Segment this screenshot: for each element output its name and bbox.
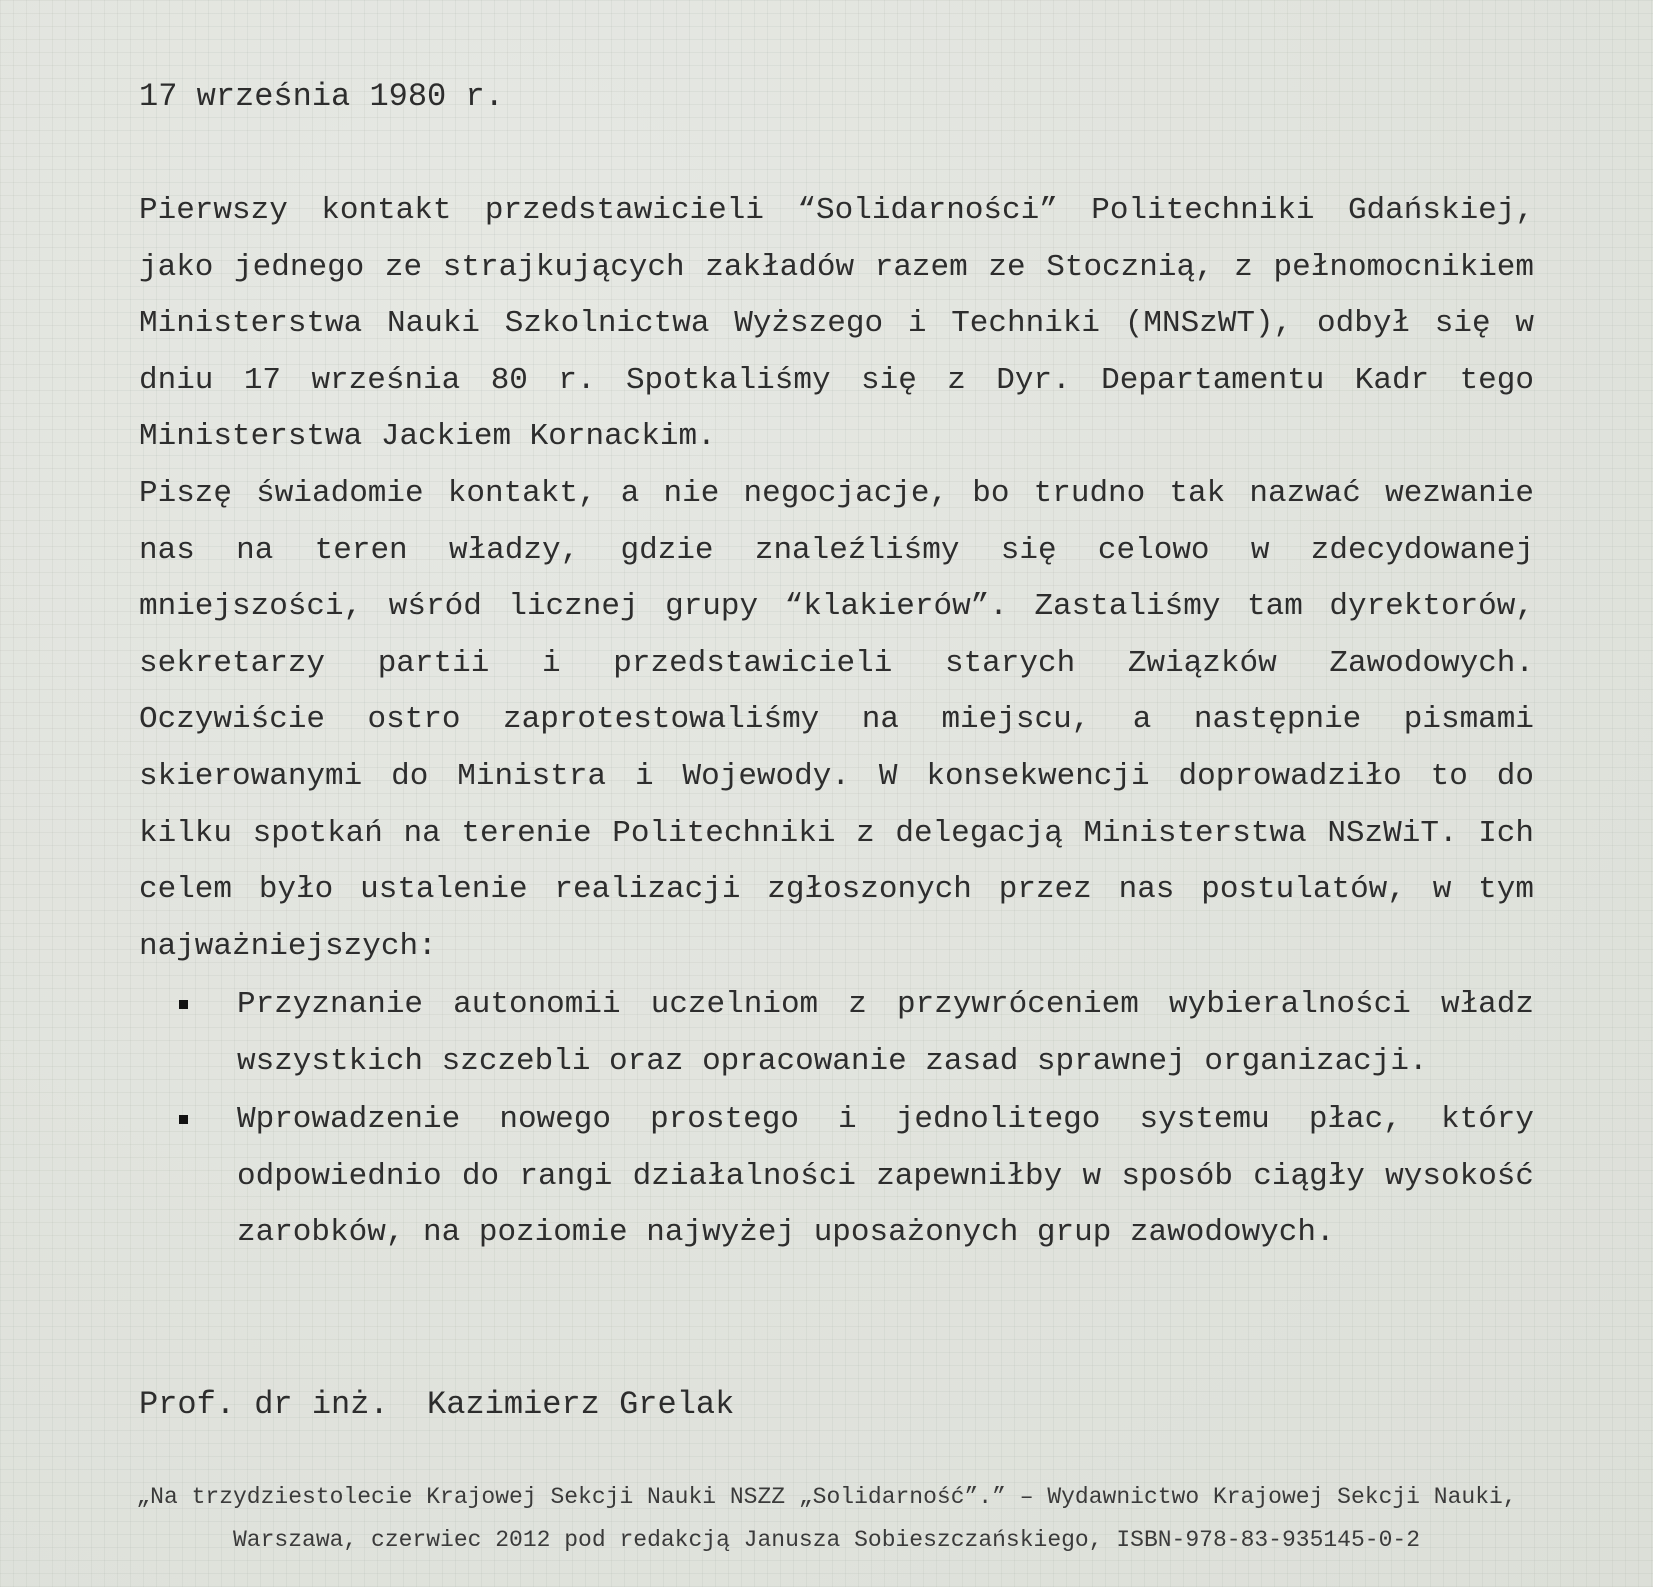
list-item [139,977,1534,1090]
square-bullet-icon [179,1000,188,1009]
list-item [139,1092,1534,1262]
publication-footer [0,1476,1653,1562]
footer-line-2: Warszawa, czerwiec 2012 pod redakcją Janusza Sobieszczańskiego, ISBN-978-83-935145-0-2 [233,1527,1420,1553]
square-bullet-icon [179,1115,188,1124]
footer-line-1: „Na trzydziestolecie Krajowej Sekcji Nauki NSZZ „Solidarność”.” – Wydawnictwo Krajowej Sekcji Nauki, [136,1484,1517,1510]
paragraph-negotiations: Piszę świadomie kontakt, a nie negocjacje, bo trudno tak nazwać wezwanie nas na teren władzy, gdzie znaleźliśmy się celowo w zdecydowanej mniejszości, wśród licznej grupy “klakierów”. Zastaliśmy tam dyrektorów, sekretarzy partii i przedstawicieli starych Związków Zawodowych. Oczywiście ostro zaprotestowaliśmy na miejscu, a następnie pismami skierowanymi do Ministra i Wojewody. W konsekwencji doprowadziło to do kilku spotkań na terenie Politechniki z delegacją Ministerstwa NSzWiT. Ich celem było ustalenie realizacji zgłoszonych przez nas postulatów, w tym najważniejszych: [139,475,1534,964]
author-signature: Prof. dr inż. Kazimierz Grelak [139,1386,735,1423]
document-body [139,183,1534,975]
postulate-text: Przyznanie autonomii uczelniom z przywróceniem wybieralności władz wszystkich szczebli oraz opracowanie zasad sprawnej organizacji. [237,987,1534,1079]
postulates-list [139,977,1534,1264]
document-date: 17 września 1980 r. [139,78,504,115]
paragraph-first-contact: Pierwszy kontakt przedstawicieli “Solidarności” Politechniki Gdańskiej, jako jednego ze strajkujących zakładów razem ze Stocznią, z pełnomocnikiem Ministerstwa Nauki Szkolnictwa Wyższego i Techniki (MNSzWT), odbył się w dniu 17 września 80 r. Spotkaliśmy się z Dyr. Departamentu Kadr tego Ministerstwa Jackiem Kornackim. [139,193,1534,455]
postulate-text: Wprowadzenie nowego prostego i jednolitego systemu płac, który odpowiednio do rangi działalności zapewniłby w sposób ciągły wysokość zarobków, na poziomie najwyżej uposażonych grup zawodowych. [237,1102,1534,1251]
